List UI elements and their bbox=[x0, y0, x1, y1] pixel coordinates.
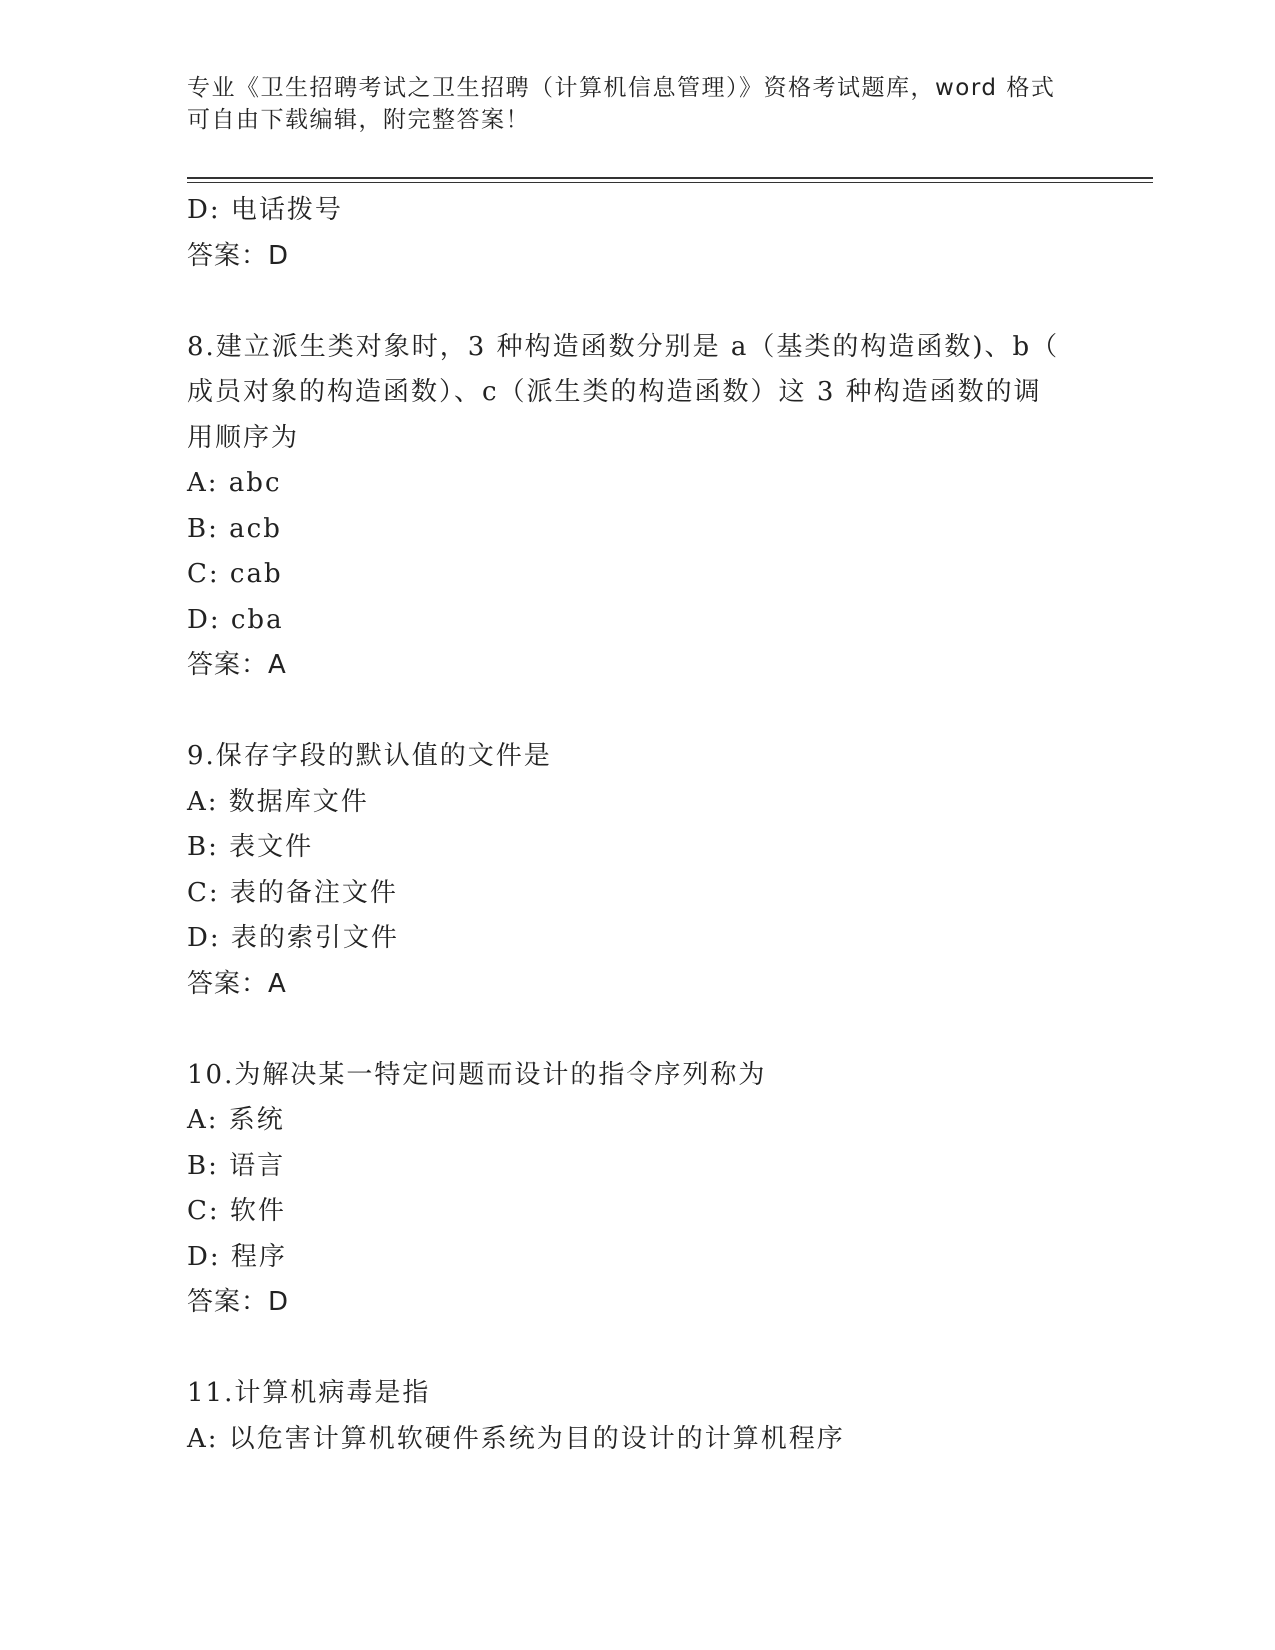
question-text: 10.为解决某一特定问题而设计的指令序列称为 bbox=[187, 1059, 767, 1090]
header-rule-thick bbox=[187, 177, 1153, 179]
question-text: 11.计算机病毒是指 bbox=[187, 1378, 431, 1408]
answer-line: 答案：D bbox=[187, 240, 290, 271]
header-rule-thin bbox=[187, 182, 1153, 183]
question-text: 成员对象的构造函数）、c（派生类的构造函数）这 3 种构造函数的调 bbox=[187, 377, 1042, 407]
header-line-2: 可自由下载编辑，附完整答案！ bbox=[187, 107, 530, 133]
option-line: D: 程序 bbox=[187, 1241, 287, 1272]
option-line: D: cba bbox=[187, 604, 284, 635]
option-line: C: cab bbox=[187, 559, 283, 589]
spacer bbox=[187, 1326, 1087, 1372]
answer-line: 答案：A bbox=[187, 968, 287, 999]
option-line: C: 软件 bbox=[187, 1196, 286, 1226]
question-list bbox=[187, 188, 1087, 1462]
spacer bbox=[187, 279, 1087, 325]
spacer bbox=[187, 1007, 1087, 1053]
answer-line: 答案：D bbox=[187, 1287, 290, 1317]
option-line: B: 语言 bbox=[187, 1150, 286, 1181]
option-line: A: abc bbox=[187, 468, 282, 498]
option-line: B: 表文件 bbox=[187, 832, 314, 862]
page-header bbox=[187, 72, 1087, 136]
question-text: 用顺序为 bbox=[187, 422, 300, 453]
option-line: C: 表的备注文件 bbox=[187, 877, 398, 908]
option-line: A: 系统 bbox=[187, 1105, 285, 1135]
option-line: A: 以危害计算机软硬件系统为目的设计的计算机程序 bbox=[187, 1423, 845, 1454]
option-line: D: 电话拨号 bbox=[187, 195, 343, 225]
spacer bbox=[187, 689, 1087, 735]
header-line-1: 专业《卫生招聘考试之卫生招聘（计算机信息管理）》资格考试题库，word 格式 bbox=[187, 75, 1056, 101]
option-line: A: 数据库文件 bbox=[187, 786, 369, 817]
option-line: D: 表的索引文件 bbox=[187, 923, 399, 953]
answer-line: 答案：A bbox=[187, 650, 287, 680]
option-line: B: acb bbox=[187, 513, 282, 544]
question-text: 9.保存字段的默认值的文件是 bbox=[187, 741, 552, 771]
question-text: 8.建立派生类对象时，3 种构造函数分别是 a（基类的构造函数)、b（ bbox=[187, 331, 1060, 362]
